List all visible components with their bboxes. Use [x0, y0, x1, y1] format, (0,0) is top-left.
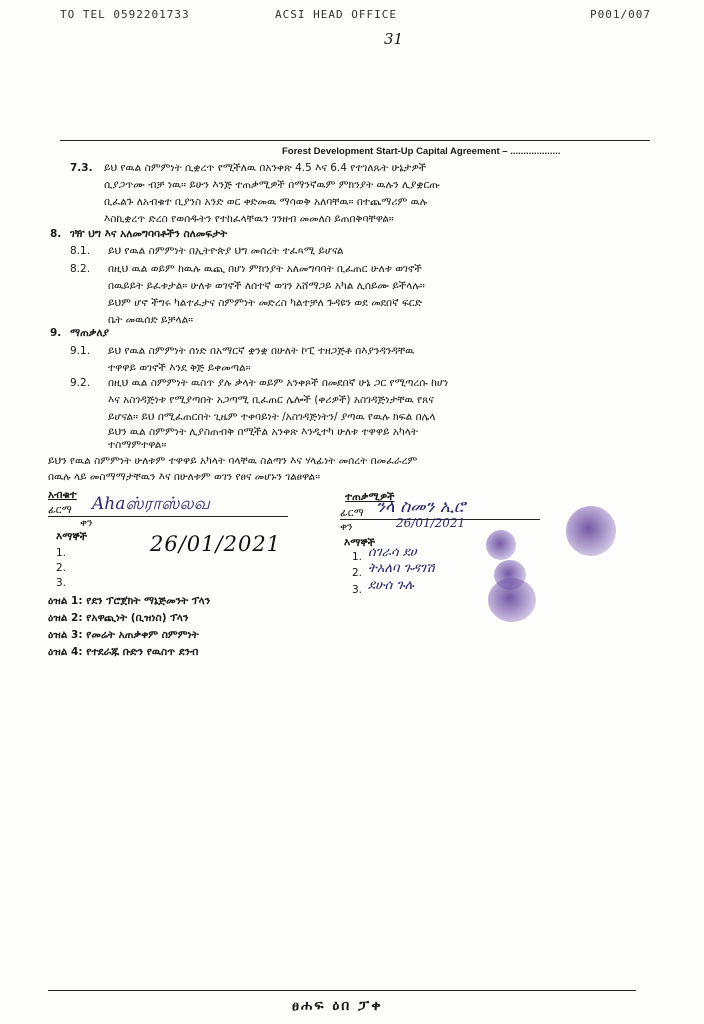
stamp-mark: [486, 530, 516, 560]
clause-line: ይህ የዉል ስምምነት በኢትዮጵያ ህግ መሰረት ተፈጻሚ ይሆናል: [108, 245, 344, 257]
left-witness-num: 2.: [56, 562, 67, 574]
clause-line: ይህን ዉል ስምምነት ሊያስጠብቅ በሚችል አንቀጽ እንዲተካ ሁለቱ ተዋዋይ አካላት: [108, 426, 418, 438]
section-heading: ገዥ ህግ እና አለመግባባቶችን ስለመፍታት: [70, 228, 228, 240]
header-rule: [60, 140, 650, 141]
clause-number: 8.1.: [70, 245, 91, 257]
right-witnesses-label: እማኞች: [344, 537, 376, 549]
clause-line: በዚህ ዉል ወይም ከዉሉ ዉጪ በሆነ ምክንያት አለመግባባት ቢፈጠር ሁለቱ ወገኖች: [108, 263, 422, 275]
right-witness-name: ትአለባ ጉዳገሽ: [368, 561, 435, 576]
document-header: Forest Development Start-Up Capital Agreement – ...................: [282, 146, 561, 157]
footer-text: ፀሐፍ ዕበ ፓቀ: [292, 998, 383, 1014]
clause-line: በዉይይት ይፈቱታል። ሁለቱ ወገኖች ለሰተኛ ወገን አሸማጋይ አካል ሊሰይሙ ይችላሉ።: [108, 280, 425, 292]
annex-item: ዕዝል 4: የተደራጁ ቡድን የዉስጥ ደንብ: [48, 646, 199, 658]
clause-line: ተስማምተዋል።: [108, 439, 167, 451]
left-witness-num: 1.: [56, 547, 67, 559]
left-sign-label: ፊርማ: [48, 504, 72, 516]
right-witness-num: 2.: [352, 567, 363, 579]
annex-item: ዕዝል 2: የአዋጪነት (ቢዝነስ) ፕላን: [48, 612, 189, 624]
right-party-label: ተጠቃሚዎች: [345, 491, 395, 503]
right-handwritten-date: 26/01/2021: [396, 516, 466, 530]
clause-line: ቢፈልጉ ለአብቁተ ቢያንስ አንድ ወር ቀድመዉ ማሳወቅ አለባቸዉ። በተጨማሪም ዉሉ: [104, 196, 428, 208]
section-number: 9.: [50, 327, 62, 339]
annex-item: ዕዝል 1: የደን ፕሮጀክት ማኔጅመንት ፕላን: [48, 595, 211, 607]
clause-line: ይህ የዉል ስምምነት ሰነድ በአማርኛ ቋንቋ በሁለት ኮፒ ተዘጋጅቶ በእያንዳንዳቸዉ: [108, 345, 415, 357]
fax-header: [60, 8, 680, 28]
left-signature: Ahaஸ்ராஸ்லவ: [92, 494, 210, 514]
section-number: 8.: [50, 228, 62, 240]
right-signature: ንላ ስመን ኢሮ: [376, 497, 466, 517]
fax-office: ACSI HEAD OFFICE: [275, 8, 397, 21]
section-heading: ማጠቃለያ: [70, 327, 110, 339]
clause-line: እና አስገዳጅነቱ የሚያጣበት አጋጣሚ ቢፈጠር ሌሎች (ቀሪዎች) አስገዳጅነታቸዉ የጸና: [108, 394, 434, 406]
handwritten-page-number: 31: [384, 30, 404, 48]
closing-line: ይህን የዉል ስምምነት ሁለቱም ተዋዋይ አካላት ባላቸዉ ስልጣን እና ሃላፊነት መሰረት በመፈራረም: [48, 455, 418, 467]
clause-number: 9.1.: [70, 345, 91, 357]
right-witness-name: ሰገራሳ ደሀ: [368, 545, 417, 560]
fax-page: P001/007: [590, 8, 651, 21]
clause-line: ሲያጋጥሙ ብቻ ነዉ። ይሁን እንጅ ተጠቃሚዎች በማንኛዉም ምክንያት ዉሉን ሊያቋርጡ: [104, 179, 440, 191]
clause-line: ይሆናል። ይህ በሚፈጠርበት ጊዜም ተቀባይነት /አስገዳጅነትን/ ያጣዉ የዉሉ ክፍል በሌላ: [108, 411, 436, 423]
clause-line: ይህም ሆኖ ችግሩ ካልተፈታና ስምምነት መድረስ ካልተቻለ ጉዳዩን ወደ መደበኛ ፍርድ: [108, 297, 422, 309]
clause-line: ተዋዋይ ወገኖች እንደ ቅጅ ይቀመጣል።: [108, 362, 251, 374]
clause-line: እስኪቋረጥ ድረስ የወሰዱትን የተከፈላቸዉን ገንዘብ መመለስ ይጠበቅባቸዋል።: [104, 213, 394, 225]
clause-line: ይህ የዉል ስምምነት ሲቋረጥ የሚችለዉ በአንቀጽ 4.5 እና 6.4 የተገለጹት ሁኔታዎች: [104, 162, 427, 174]
clause-line: ቤት መዉሰድ ይቻላል።: [108, 314, 194, 326]
left-date-label: ቀን: [80, 517, 93, 529]
right-witness-num: 1.: [352, 551, 363, 563]
clause-number: 7.3.: [70, 162, 93, 174]
stamp-mark: [488, 578, 536, 622]
left-witness-num: 3.: [56, 577, 67, 589]
left-party-label: አብቁተ: [48, 489, 77, 501]
clause-line: በዚህ ዉል ስምምነት ዉስጥ ያሉ ቃላት ወይም አንቀጾች በመደበኛ ሁኔ ጋር የሚጣረሱ ከሆነ: [108, 377, 449, 389]
right-witness-num: 3.: [352, 584, 363, 596]
clause-number: 9.2.: [70, 377, 91, 389]
left-witnesses-label: እማኞች: [56, 531, 88, 543]
footer-rule: [48, 990, 636, 991]
clause-number: 8.2.: [70, 263, 91, 275]
closing-line: በዉሉ ላይ መስማማታቸዉን እና በሁለቱም ወገን የፀና መሆኑን ገልፀዋል።: [48, 471, 321, 483]
right-sign-label: ፊርማ: [340, 507, 364, 519]
right-date-label: ቀን: [340, 521, 353, 533]
fax-tel: TO TEL 0592201733: [60, 8, 190, 21]
annex-item: ዕዝል 3: የመሬት አጠቃቀም ስምምነት: [48, 629, 199, 641]
stamp-mark: [566, 506, 616, 556]
right-witness-name: ደሁሰ ጉሉ: [368, 578, 414, 593]
left-handwritten-date: 26/01/2021: [150, 532, 282, 556]
